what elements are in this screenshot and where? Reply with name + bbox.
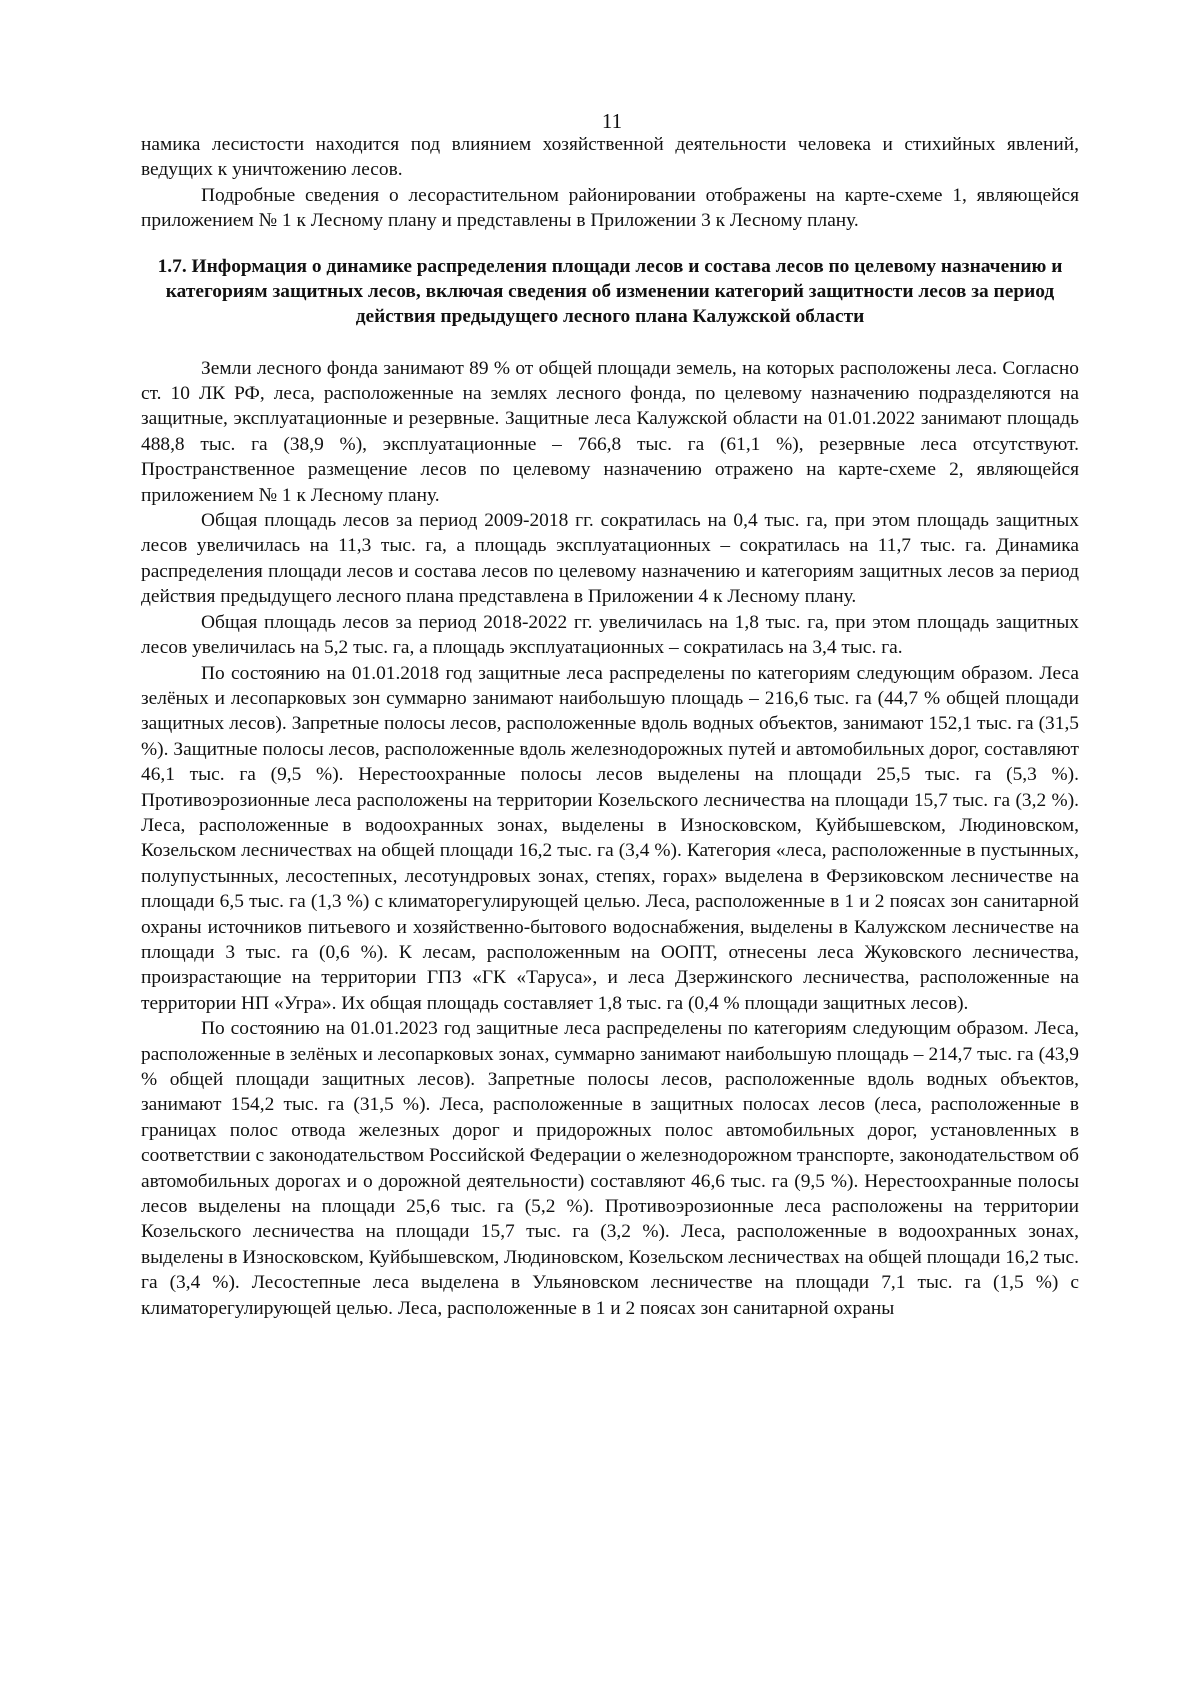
paragraph-continuation: намика лесистости находится под влиянием хозяйственной деятельности человека и стихийных явлений, ведущих к уничтожению лесов.: [141, 134, 1079, 181]
paragraph-dynamics-2009-2018: Общая площадь лесов за период 2009-2018 гг. сократилась на 0,4 тыс. га, при этом площадь защитных лесов увеличилась на 11,3 тыс. га, а площадь эксплуатационных – сократилась на 11,7 тыс. га. Динамика распределения площади лесов и состава лесов по целевому назначению и категориям защитных лесов за период действия предыдущего лесного плана представлена в Приложении 4 к Лесному плану.: [141, 510, 1079, 608]
paragraph-forest-fund-share: Земли лесного фонда занимают 89 % от общей площади земель, на которых расположены леса. Согласно ст. 10 ЛК РФ, леса, расположенные на землях лесного фонда, по целевому назначению подразделяются на защитные, эксплуатационные и резервные. Защитные леса Калужской области на 01.01.2022 занимают площадь 488,8 тыс. га (38,9 %), эксплуатационные – 766,8 тыс. га (61,1 %), резервные леса отсутствуют. Пространственное размещение лесов по целевому назначению отражено на карте-схеме 2, являющейся приложением № 1 к Лесному плану.: [141, 357, 1079, 506]
page-number: 11: [601, 110, 623, 133]
paragraph-zoning-reference: Подробные сведения о лесорастительном районировании отображены на карте-схеме 1, являющейся приложением № 1 к Лесному плану и представлены в Приложении 3 к Лесному плану.: [141, 184, 1079, 232]
paragraph-categories-2023: По состоянию на 01.01.2023 год защитные леса распределены по категориям следующим образом. Леса, расположенные в зелёных и лесопарковых зонах, суммарно занимают наибольшую площадь – 214,7 тыс. га (43,9 % общей площади защитных лесов). Запретные полосы лесов, расположенные вдоль водных объектов, занимают 154,2 тыс. га (31,5 %). Леса, расположенные в защитных полосах лесов (леса, расположенные в границах полос отвода железных дорог и придорожных полос автомобильных дорог, установленных в соответствии с законодательством Российской Федерации о железнодорожном транспорте, законодательством об автомобильных дорогах и о дорожной деятельности) составляют 46,6 тыс. га (9,5 %). Нерестоохранные полосы лесов выделены на площади 25,6 тыс. га (5,2 %). Противоэрозионные леса расположены на территории Козельского лесничества на площади 15,7 тыс. га (3,2 %). Леса, расположенные в водоохранных зонах, выделены в Износковском, Куйбышевском, Людиновском, Козельском лесничествах на общей площади 16,2 тыс. га (3,4 %). Лесостепные леса выделена в Ульяновском лесничестве на площади 7,1 тыс. га (1,5 %) с климаторегулирующей целью. Леса, расположенные в 1 и 2 поясах зон санитарной охраны: [141, 1018, 1079, 1319]
paragraph-categories-2018: По состоянию на 01.01.2018 год защитные леса распределены по категориям следующим образом. Леса зелёных и лесопарковых зон суммарно занимают наибольшую площадь – 216,6 тыс. га (44,7 % общей площади защитных лесов). Запретные полосы лесов, расположенные вдоль водных объектов, занимают 152,1 тыс. га (31,5 %). Защитные полосы лесов, расположенные вдоль железнодорожных путей и автомобильных дорог, составляют 46,1 тыс. га (9,5 %). Нерестоохранные полосы лесов выделены на площади 25,5 тыс. га (5,3 %). Противоэрозионные леса расположены на территории Козельского лесничества на площади 15,7 тыс. га (3,2 %). Леса, расположенные в водоохранных зонах, выделены в Износковском, Куйбышевском, Людиновском, Козельском лесничествах на общей площади 16,2 тыс. га (3,4 %). Категория «леса, расположенные в пустынных, полупустынных, лесостепных, лесотундровых зонах, степях, горах» выделена в Ферзиковском лесничестве на площади 6,5 тыс. га (1,3 %) с климаторегулирующей целью. Леса, расположенные в 1 и 2 поясах зон санитарной охраны источников питьевого и хозяйственно-бытового водоснабжения, выделены в Калужском лесничестве на площади 3 тыс. га (0,6 %). К лесам, расположенным на ООПТ, отнесены леса Жуковского лесничества, произрастающие на территории ГПЗ «ГК «Таруса», и леса Дзержинского лесничества, расположенные на территории НП «Угра». Их общая площадь составляет 1,8 тыс. га (0,4 % площади защитных лесов).: [141, 662, 1079, 1014]
paragraph-dynamics-2018-2022: Общая площадь лесов за период 2018-2022 гг. увеличилась на 1,8 тыс. га, при этом площадь защитных лесов увеличилась на 5,2 тыс. га, а площадь эксплуатационных – сократилась на 3,4 тыс. га.: [141, 611, 1079, 659]
document-page: [141, 110, 1079, 1670]
section-heading: 1.7. Информация о динамике распределения площади лесов и состава лесов по целевому назначению и категориям защитных лесов, включая сведения об изменении категорий защитности лесов за период действия предыдущего лесного плана Калужской области: [157, 255, 1063, 327]
